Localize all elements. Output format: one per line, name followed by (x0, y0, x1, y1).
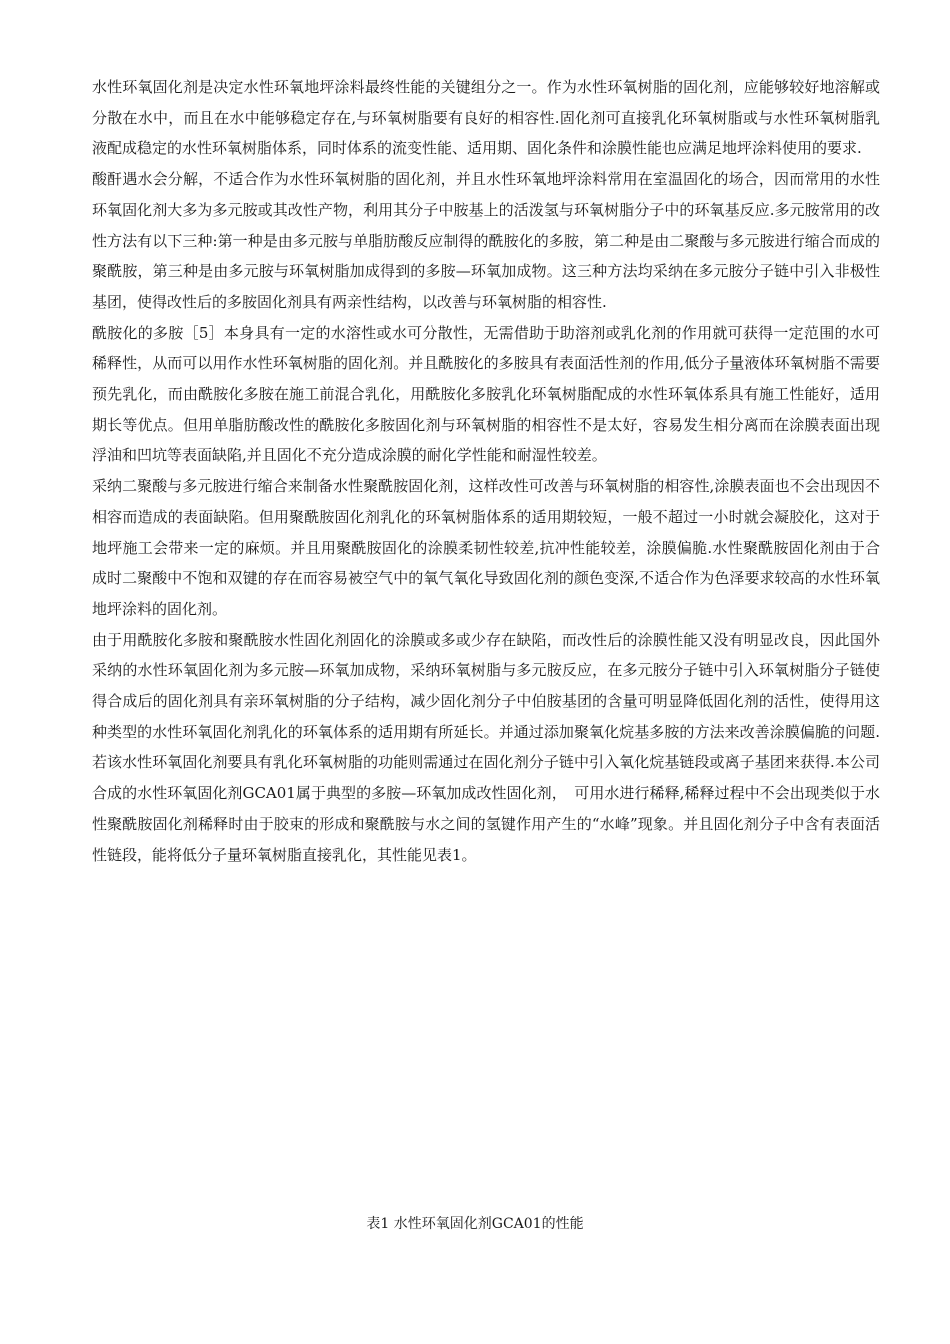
table-caption: 表1 水性环氧固化剂GCA01的性能 (366, 1216, 584, 1232)
paragraph-curing-agent-intro: 水性环氧固化剂是决定水性环氧地坪涂料最终性能的关键组分之一。作为水性环氧树脂的固化剂，应能够较好地溶解或分散在水中，而且在水中能够稳定存在,与环氧树脂要有良好的相容性.固化剂可直接乳化环氧树脂或与水性环氧树脂乳液配成稳定的水性环氧树脂体系，同时体系的流变性能、适用期、固化条件和涂膜性能也应满足地坪涂料使用的要求. (92, 78, 880, 158)
document-body (92, 72, 880, 870)
paragraph-epoxy-adduct: 由于用酰胺化多胺和聚酰胺水性固化剂固化的涂膜或多或少存在缺陷，而改性后的涂膜性能又没有明显改良，因此国外采纳的水性环氧固化剂为多元胺—环氧加成物，采纳环氧树脂与多元胺反应，在多元胺分子链中引入环氧树脂分子链使得合成后的固化剂具有亲环氧树脂的分子结构，减少固化剂分子中伯胺基团的含量可明显降低固化剂的活性，使得用这种类型的水性环氧固化剂乳化的环氧体系的适用期有所延长。并通过添加聚氧化烷基多胺的方法来改善涂膜偏脆的问题.若该水性环氧固化剂要具有乳化环氧树脂的功能则需通过在固化剂分子链中引入氧化烷基链段或离子基团来获得.本公司合成的水性环氧固化剂GCA01属于典型的多胺—环氧加成改性固化剂， 可用水进行稀释,稀释过程中不会出现类似于水性聚酰胺固化剂稀释时由于胶束的形成和聚酰胺与水之间的氢键作用产生的“水峰”现象。并且固化剂分子中含有表面活性链段，能将低分子量环氧树脂直接乳化，其性能见表1。 (92, 630, 880, 864)
paragraph-polyamine-modification: 酸酐遇水会分解，不适合作为水性环氧树脂的固化剂，并且水性环氧地坪涂料常用在室温固化的场合，因而常用的水性环氧固化剂大多为多元胺或其改性产物，利用其分子中胺基上的活泼氢与环氧树脂分子中的环氧基反应.多元胺常用的改性方法有以下三种:第一种是由多元胺与单脂肪酸反应制得的酰胺化的多胺，第二种是由二聚酸与多元胺进行缩合而成的聚酰胺，第三种是由多元胺与环氧树脂加成得到的多胺—环氧加成物。这三种方法均采纳在多元胺分子链中引入非极性基团，使得改性后的多胺固化剂具有两亲性结构，以改善与环氧树脂的相容性. (92, 170, 880, 311)
paragraph-amidated-polyamine: 酰胺化的多胺［5］本身具有一定的水溶性或水可分散性，无需借助于助溶剂或乳化剂的作用就可获得一定范围的水可稀释性，从而可以用作水性环氧树脂的固化剂。并且酰胺化的多胺具有表面活性剂的作用,低分子量液体环氧树脂不需要预先乳化，而由酰胺化多胺在施工前混合乳化，用酰胺化多胺乳化环氧树脂配成的水性环氧体系具有施工性能好，适用期长等优点。但用单脂肪酸改性的酰胺化多胺固化剂与环氧树脂的相容性不是太好，容易发生相分离而在涂膜表面出现浮油和凹坑等表面缺陷,并且固化不充分造成涂膜的耐化学性能和耐湿性较差。 (92, 323, 880, 465)
paragraph-polyamide: 采纳二聚酸与多元胺进行缩合来制备水性聚酰胺固化剂，这样改性可改善与环氧树脂的相容性,涂膜表面也不会出现因不相容而造成的表面缺陷。但用聚酰胺固化剂乳化的环氧树脂体系的适用期较短，一般不超过一小时就会凝胶化，这对于地坪施工会带来一定的麻烦。并且用聚酰胺固化的涂膜柔韧性较差,抗冲性能较差，涂膜偏脆.水性聚酰胺固化剂由于合成时二聚酸中不饱和双键的存在而容易被空气中的氧气氧化导致固化剂的颜色变深,不适合作为色泽要求较高的水性环氧地坪涂料的固化剂。 (92, 477, 880, 618)
